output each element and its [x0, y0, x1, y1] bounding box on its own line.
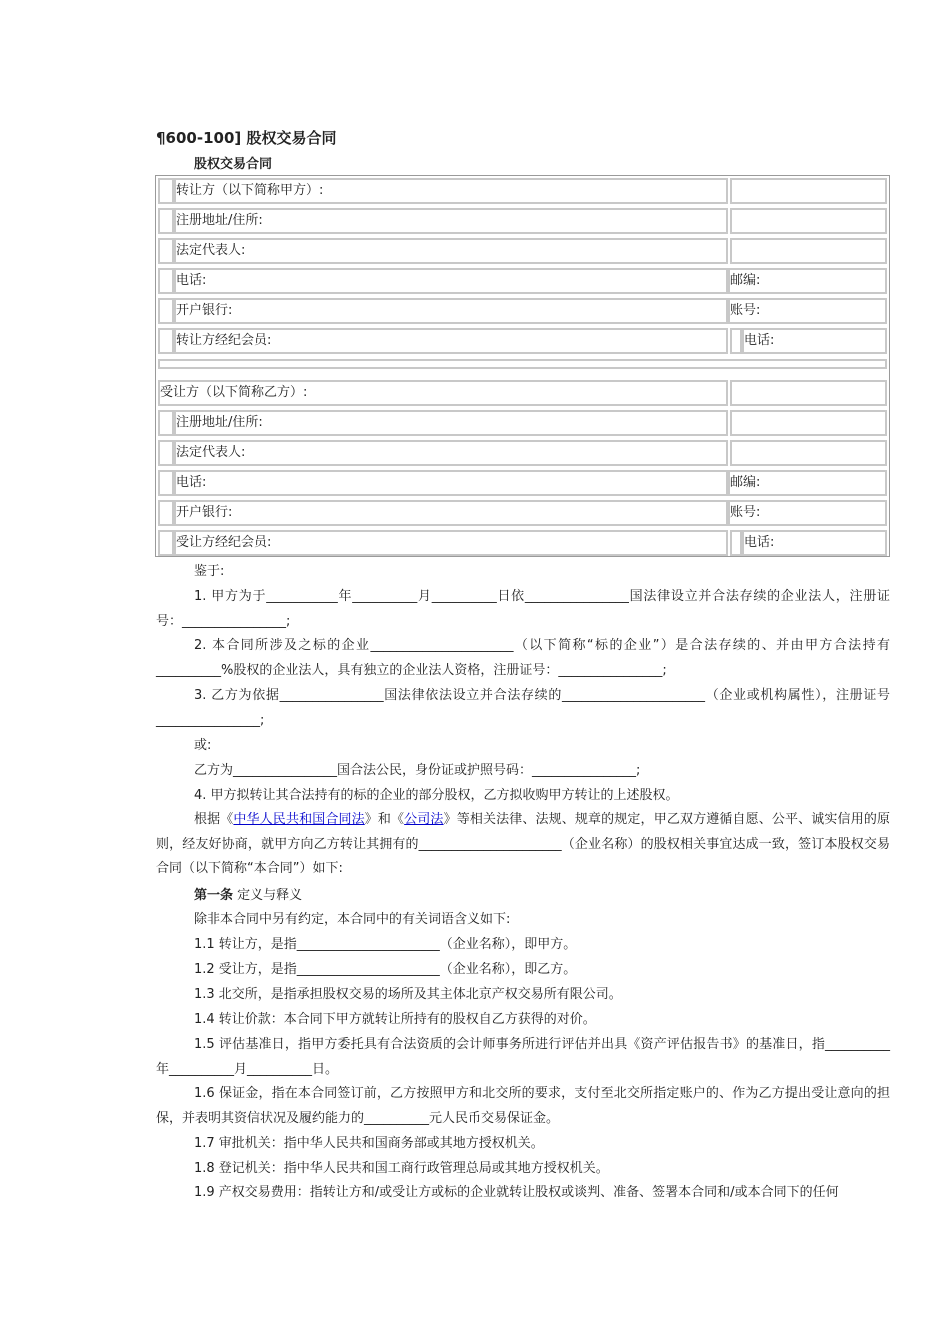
recital-1: 1. 甲方为于___________年__________月__________日依________________国法律设立并合法存续的企业法人，注册证号：________________; [156, 589, 890, 629]
legal-basis-paragraph: 根据《中华人民共和国合同法》和《公司法》等相关法律、法规、规章的规定，甲乙双方遵循自愿、公平、诚实信用的原则，经友好协商，就甲方向乙方转让其拥有的______________________（企业名称）的股权相关事宜达成一致，签订本股权交易合同（以下简称“本合同”）如下: [156, 812, 890, 876]
table-row [158, 410, 887, 436]
recital-3: 3. 乙方为依据________________国法律依法设立并合法存续的______________________（企业或机构属性），注册证号________________; [156, 688, 890, 728]
table-row [158, 500, 887, 526]
recital-4: 4. 甲方拟转让其合法持有的标的企业的部分股权，乙方拟收购甲方转让的上述股权。 [194, 788, 679, 803]
transferor-legal-rep: 法定代表人: [174, 238, 728, 264]
parties-table [155, 175, 890, 557]
definition-1-3: 1.3 北交所，是指承担股权交易的场所及其主体北京产权交易所有限公司。 [194, 987, 622, 1002]
definition-1-5: 1.5 评估基准日，指甲方委托具有合法资质的会计师事务所进行评估并出具《资产评估报告书》的基准日，指__________年__________月__________日。 [156, 1037, 890, 1077]
company-law-link[interactable]: 公司法 [404, 812, 444, 827]
transferee-legal-rep: 法定代表人: [174, 440, 728, 466]
table-row [158, 530, 887, 556]
transferor-bank: 开户银行: [174, 298, 728, 324]
document-subtitle: 股权交易合同 [194, 157, 273, 172]
definition-1-2: 1.2 受让方，是指______________________（企业名称），即乙方。 [194, 962, 577, 977]
transferee-broker-phone: 电话: [742, 530, 887, 556]
article-1-intro: 除非本合同中另有约定，本合同中的有关词语含义如下: [194, 912, 511, 927]
spacer-row [158, 359, 887, 369]
table-row [158, 208, 887, 234]
transferee-account: 账号: [728, 500, 887, 526]
transferee-postcode: 邮编: [728, 470, 887, 496]
or-label: 或: [194, 738, 212, 753]
article-1-heading: 第一条 定义与释义 [194, 888, 303, 903]
transferee-address: 注册地址/住所: [174, 410, 728, 436]
transferee-broker: 受让方经纪会员: [174, 530, 728, 556]
transferor-broker-phone: 电话: [742, 328, 887, 354]
table-row [158, 470, 887, 496]
document-title: ¶600-100] 股权交易合同 [156, 129, 337, 147]
table-row [158, 238, 887, 264]
table-row [158, 328, 887, 354]
contract-law-link[interactable]: 中华人民共和国合同法 [233, 812, 365, 827]
definition-1-9: 1.9 产权交易费用：指转让方和/或受让方或标的企业就转让股权或谈判、准备、签署本合同和/或本合同下的任何 [194, 1185, 839, 1200]
transferee-bank: 开户银行: [174, 500, 728, 526]
transferee-phone: 电话: [174, 470, 728, 496]
table-row [158, 298, 887, 324]
transferee-heading: 受让方（以下简称乙方）: [158, 380, 728, 406]
transferor-broker: 转让方经纪会员: [174, 328, 728, 354]
table-row [158, 440, 887, 466]
transferor-postcode: 邮编: [728, 268, 887, 294]
transferor-account: 账号: [728, 298, 887, 324]
transferor-phone: 电话: [174, 268, 728, 294]
definition-1-4: 1.4 转让价款：本合同下甲方就转让所持有的股权自乙方获得的对价。 [194, 1012, 596, 1027]
definition-1-7: 1.7 审批机关：指中华人民共和国商务部或其地方授权机关。 [194, 1136, 544, 1151]
recital-3b: 乙方为________________国合法公民，身份证或护照号码：________________; [194, 763, 641, 778]
transferor-address: 注册地址/住所: [174, 208, 728, 234]
recital-2: 2. 本合同所涉及之标的企业______________________（以下简称“标的企业”）是合法存续的、并由甲方合法持有__________%股权的企业法人，具有独立的企业法人资格，注册证号：________________; [156, 638, 890, 678]
table-row [158, 380, 887, 406]
definition-1-1: 1.1 转让方，是指______________________（企业名称），即甲方。 [194, 937, 577, 952]
definition-1-6: 1.6 保证金，指在本合同签订前，乙方按照甲方和北交所的要求，支付至北交所指定账户的、作为乙方提出受让意向的担保，并表明其资信状况及履约能力的__________元人民币交易保证金。 [156, 1086, 890, 1126]
transferor-heading: 转让方（以下简称甲方）: [174, 178, 728, 204]
definition-1-8: 1.8 登记机关：指中华人民共和国工商行政管理总局或其地方授权机关。 [194, 1161, 609, 1176]
table-row [158, 268, 887, 294]
table-row [158, 178, 887, 204]
whereas-label: 鉴于: [194, 564, 225, 579]
